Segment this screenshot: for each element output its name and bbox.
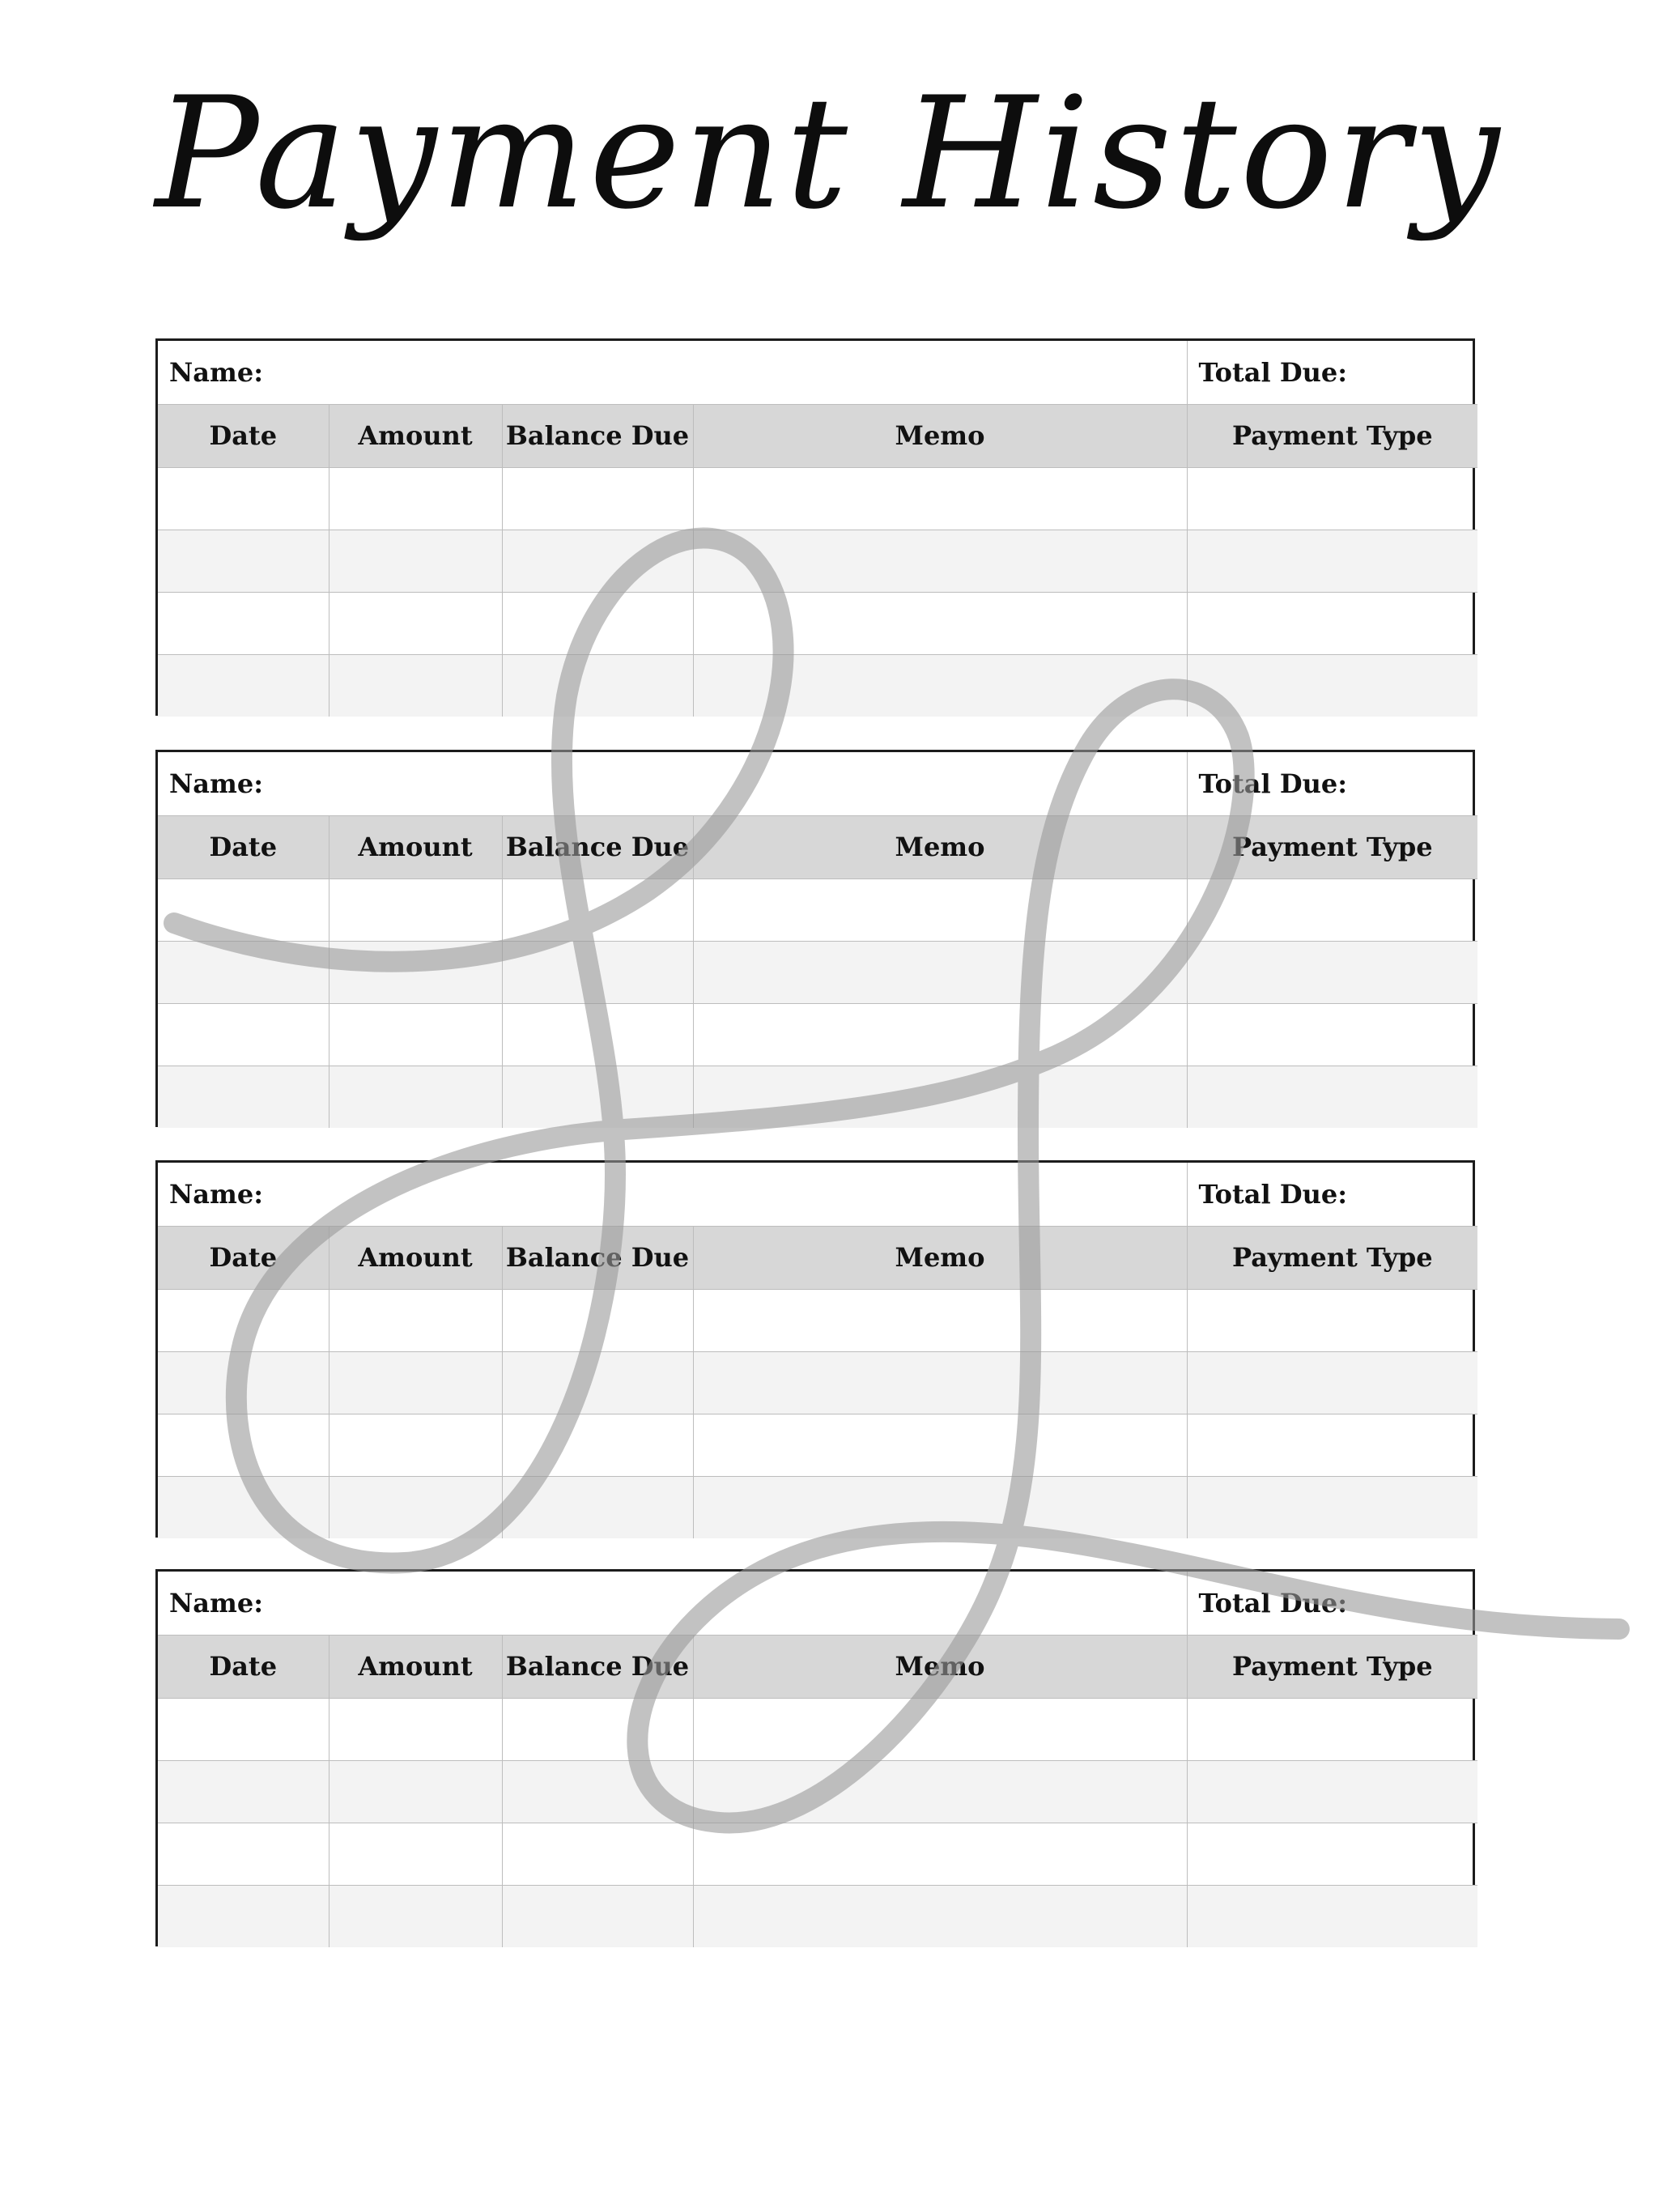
balance-due-cell[interactable] [502,1823,693,1885]
payment-type-cell[interactable] [1187,654,1477,717]
balance-due-cell[interactable] [502,1351,693,1414]
amount-cell[interactable] [329,467,502,530]
column-header-balance-due: Balance Due [502,815,693,878]
date-cell[interactable] [158,878,329,941]
total-due-label: Total Due: [1187,341,1477,404]
memo-cell[interactable] [693,1760,1187,1823]
date-cell[interactable] [158,1476,329,1538]
column-header-date: Date [158,1226,329,1289]
balance-due-cell[interactable] [502,1885,693,1947]
memo-cell[interactable] [693,530,1187,592]
payment-ledger-2 [155,750,1475,1127]
name-label: Name: [158,1572,1187,1635]
column-header-payment-type: Payment Type [1187,404,1477,467]
payment-type-cell[interactable] [1187,1351,1477,1414]
payment-ledger-3 [155,1160,1475,1538]
memo-cell[interactable] [693,1885,1187,1947]
column-header-payment-type: Payment Type [1187,1226,1477,1289]
column-header-memo: Memo [693,815,1187,878]
balance-due-cell[interactable] [502,654,693,717]
payment-type-cell[interactable] [1187,467,1477,530]
column-header-amount: Amount [329,815,502,878]
payment-ledger-4 [155,1569,1475,1946]
table-row [158,1066,1477,1128]
balance-due-cell[interactable] [502,1476,693,1538]
amount-cell[interactable] [329,1003,502,1066]
balance-due-cell[interactable] [502,878,693,941]
amount-cell[interactable] [329,1414,502,1476]
balance-due-cell[interactable] [502,592,693,654]
date-cell[interactable] [158,941,329,1003]
payment-type-cell[interactable] [1187,530,1477,592]
table-row [158,467,1477,530]
table-row [158,1476,1477,1538]
balance-due-cell[interactable] [502,1414,693,1476]
table-row [158,654,1477,717]
column-header-amount: Amount [329,1226,502,1289]
balance-due-cell[interactable] [502,1760,693,1823]
amount-cell[interactable] [329,1066,502,1128]
payment-ledger-1 [155,338,1475,716]
total-due-label: Total Due: [1187,1163,1477,1226]
date-cell[interactable] [158,1003,329,1066]
date-cell[interactable] [158,1414,329,1476]
date-cell[interactable] [158,1823,329,1885]
balance-due-cell[interactable] [502,467,693,530]
column-header-memo: Memo [693,1226,1187,1289]
table-row [158,941,1477,1003]
date-cell[interactable] [158,1698,329,1760]
name-label: Name: [158,1163,1187,1226]
payment-type-cell[interactable] [1187,1289,1477,1351]
table-row [158,1698,1477,1760]
total-due-label: Total Due: [1187,1572,1477,1635]
amount-cell[interactable] [329,1823,502,1885]
date-cell[interactable] [158,1885,329,1947]
payment-type-cell[interactable] [1187,1760,1477,1823]
date-cell[interactable] [158,467,329,530]
table-row [158,1760,1477,1823]
payment-type-cell[interactable] [1187,1476,1477,1538]
amount-cell[interactable] [329,530,502,592]
memo-cell[interactable] [693,467,1187,530]
date-cell[interactable] [158,592,329,654]
payment-type-cell[interactable] [1187,878,1477,941]
column-header-payment-type: Payment Type [1187,815,1477,878]
table-row [158,1885,1477,1947]
amount-cell[interactable] [329,592,502,654]
memo-cell[interactable] [693,1476,1187,1538]
payment-type-cell[interactable] [1187,1823,1477,1885]
table-row [158,1351,1477,1414]
date-cell[interactable] [158,1760,329,1823]
amount-cell[interactable] [329,1885,502,1947]
balance-due-cell[interactable] [502,1289,693,1351]
column-header-balance-due: Balance Due [502,1226,693,1289]
column-header-date: Date [158,1635,329,1698]
memo-cell[interactable] [693,1003,1187,1066]
memo-cell[interactable] [693,1823,1187,1885]
amount-cell[interactable] [329,941,502,1003]
payment-type-cell[interactable] [1187,941,1477,1003]
column-header-memo: Memo [693,404,1187,467]
column-header-payment-type: Payment Type [1187,1635,1477,1698]
date-cell[interactable] [158,1066,329,1128]
amount-cell[interactable] [329,1698,502,1760]
date-cell[interactable] [158,530,329,592]
memo-cell[interactable] [693,878,1187,941]
payment-type-cell[interactable] [1187,592,1477,654]
amount-cell[interactable] [329,654,502,717]
column-header-balance-due: Balance Due [502,404,693,467]
table-row [158,1289,1477,1351]
table-row [158,1003,1477,1066]
amount-cell[interactable] [329,1289,502,1351]
column-header-balance-due: Balance Due [502,1635,693,1698]
payment-type-cell[interactable] [1187,1003,1477,1066]
memo-cell[interactable] [693,941,1187,1003]
table-row [158,1823,1477,1885]
date-cell[interactable] [158,1351,329,1414]
amount-cell[interactable] [329,1351,502,1414]
column-header-date: Date [158,404,329,467]
date-cell[interactable] [158,1289,329,1351]
amount-cell[interactable] [329,1476,502,1538]
balance-due-cell[interactable] [502,1066,693,1128]
payment-type-cell[interactable] [1187,1698,1477,1760]
table-row [158,878,1477,941]
memo-cell[interactable] [693,1351,1187,1414]
balance-due-cell[interactable] [502,1698,693,1760]
column-header-amount: Amount [329,1635,502,1698]
memo-cell[interactable] [693,592,1187,654]
date-cell[interactable] [158,654,329,717]
memo-cell[interactable] [693,1698,1187,1760]
payment-type-cell[interactable] [1187,1414,1477,1476]
page-title: Payment History [155,64,1503,243]
name-label: Name: [158,752,1187,815]
payment-type-cell[interactable] [1187,1066,1477,1128]
table-row [158,530,1477,592]
total-due-label: Total Due: [1187,752,1477,815]
amount-cell[interactable] [329,878,502,941]
memo-cell[interactable] [693,1289,1187,1351]
memo-cell[interactable] [693,654,1187,717]
balance-due-cell[interactable] [502,941,693,1003]
column-header-amount: Amount [329,404,502,467]
memo-cell[interactable] [693,1414,1187,1476]
table-row [158,1414,1477,1476]
name-label: Name: [158,341,1187,404]
column-header-memo: Memo [693,1635,1187,1698]
column-header-date: Date [158,815,329,878]
memo-cell[interactable] [693,1066,1187,1128]
payment-type-cell[interactable] [1187,1885,1477,1947]
balance-due-cell[interactable] [502,530,693,592]
balance-due-cell[interactable] [502,1003,693,1066]
amount-cell[interactable] [329,1760,502,1823]
table-row [158,592,1477,654]
